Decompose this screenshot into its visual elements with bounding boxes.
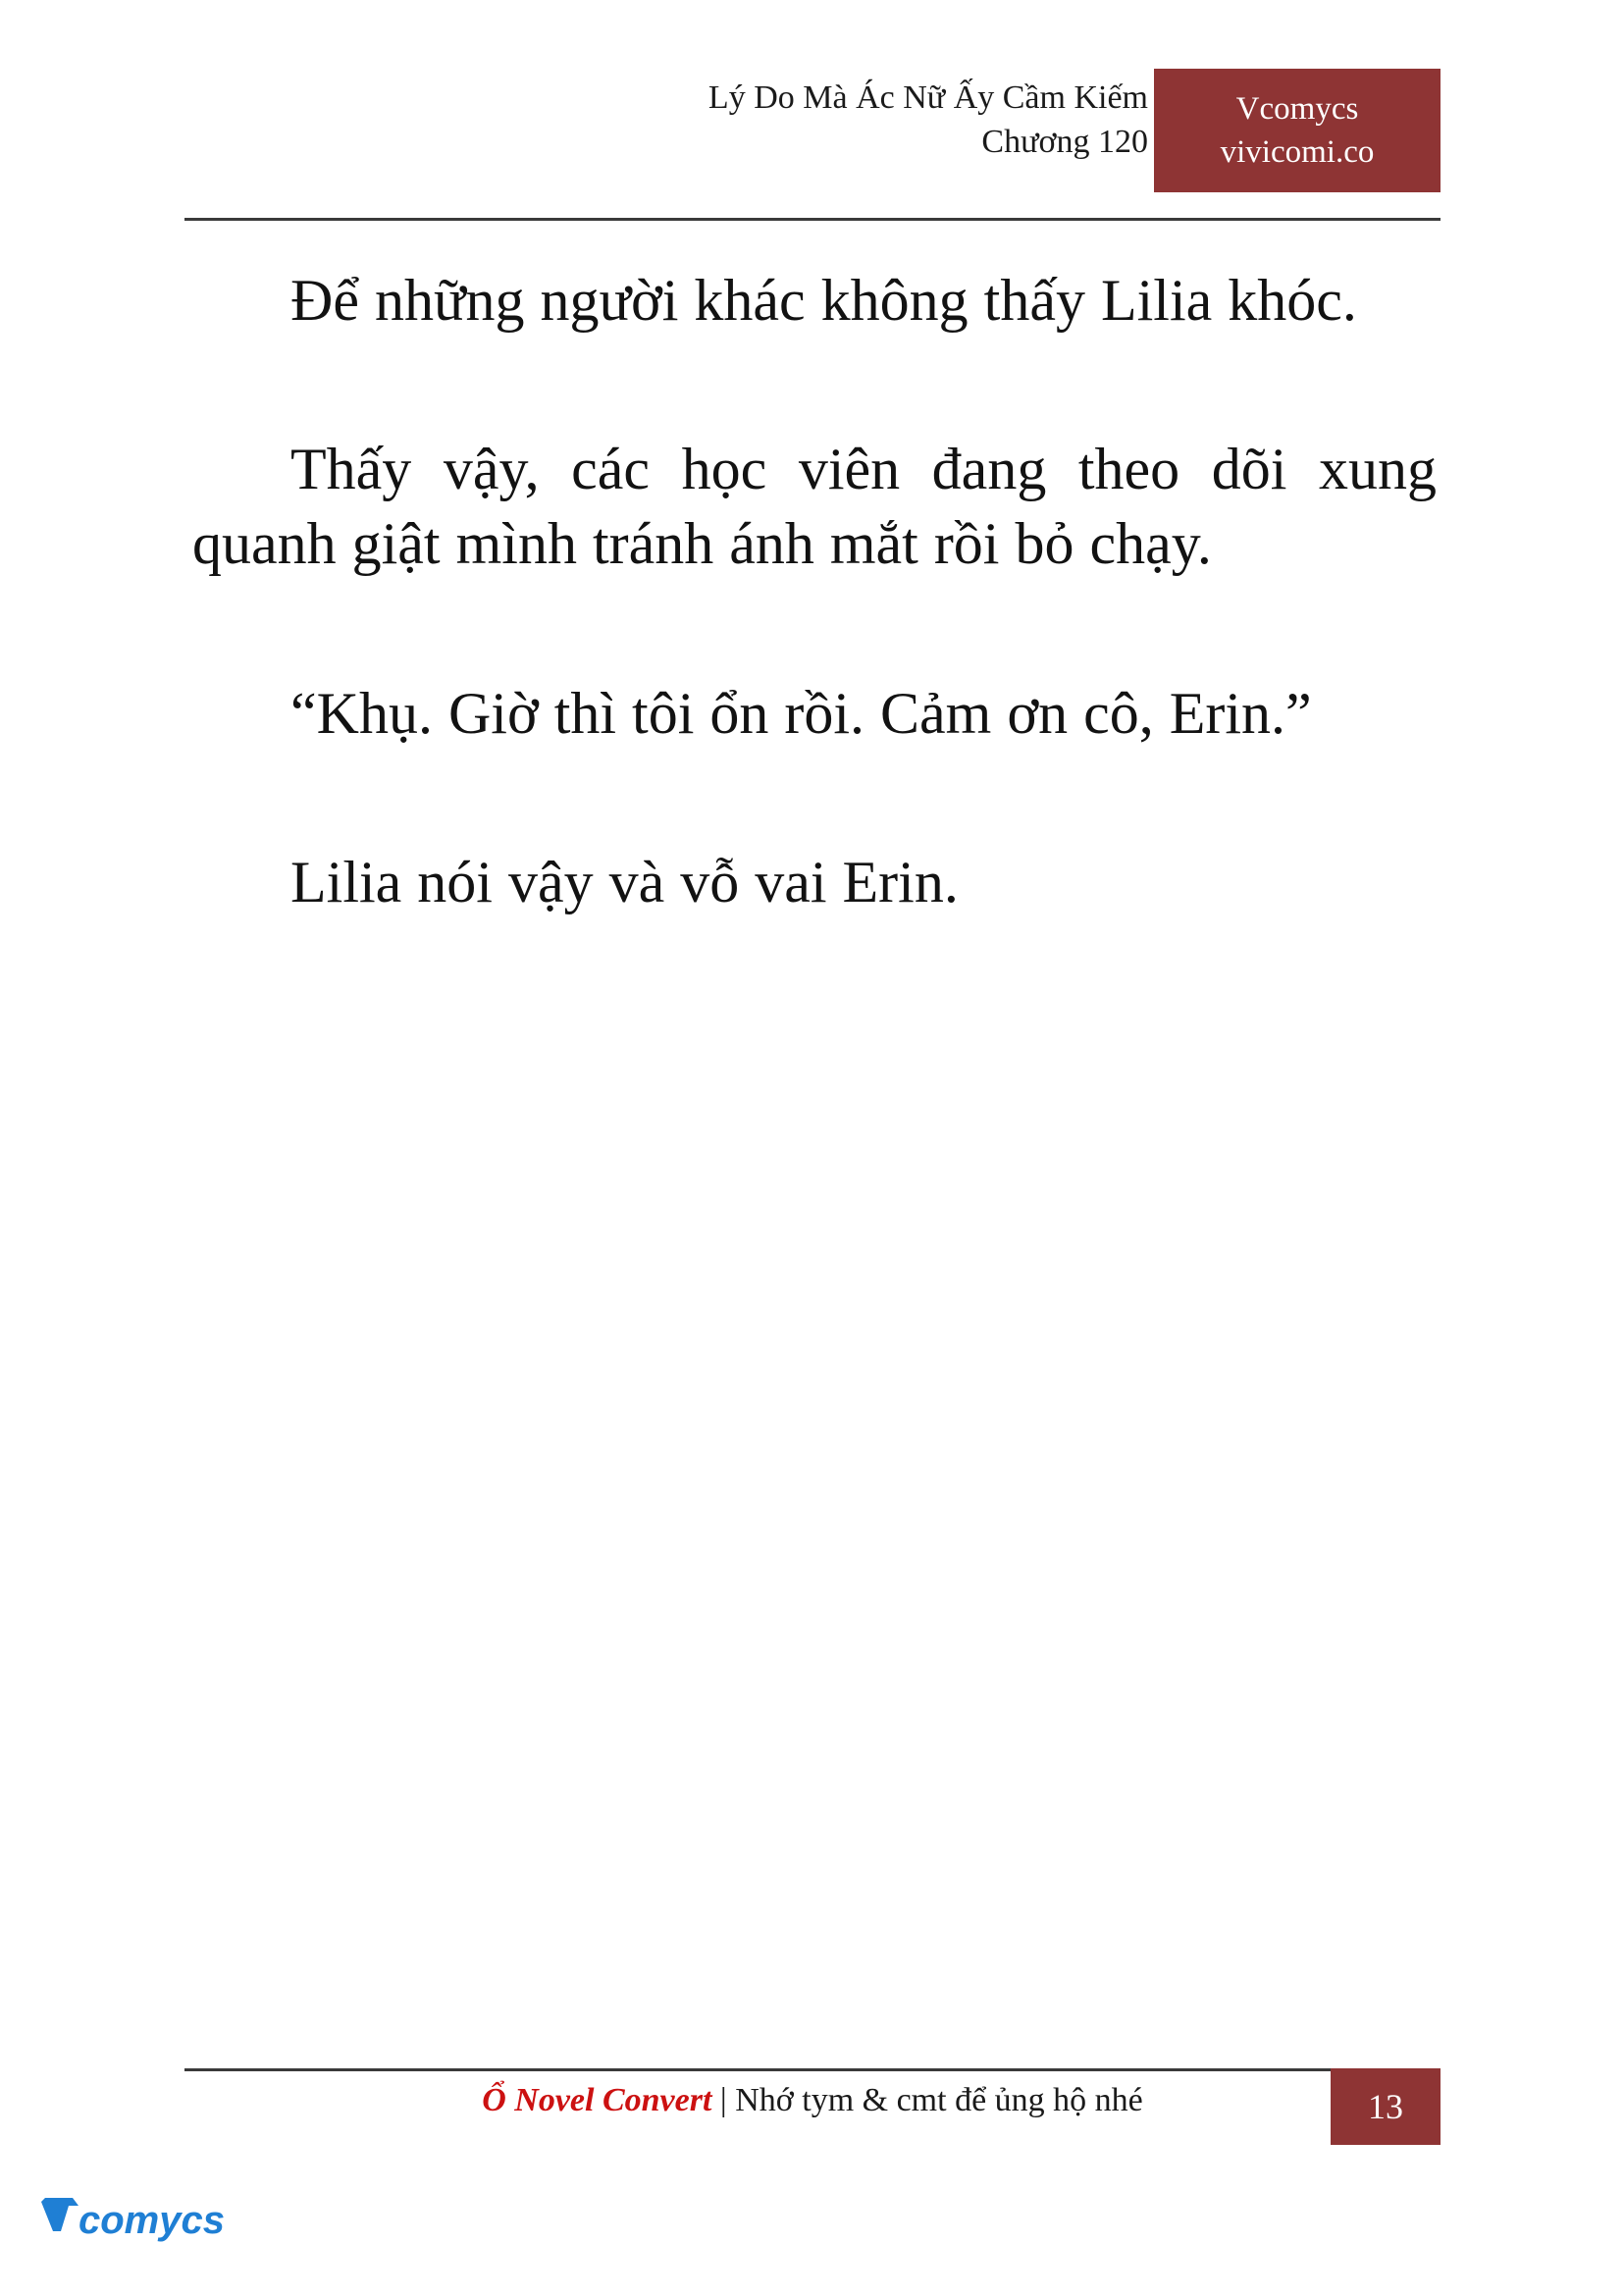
page-footer [184,2072,1441,2149]
paragraph: Để những người khác không thấy Lilia khóc. [290,268,1357,333]
vcomycs-watermark-logo [39,2186,275,2257]
page-header [184,77,1441,219]
page-number-badge: 13 [1331,2068,1441,2145]
footer-divider [184,2068,1441,2071]
paragraph: Lilia nói vậy và vỗ vai Erin. [290,849,959,914]
chapter-content [192,263,1437,919]
footer-separator: | [719,2082,727,2118]
site-badge-url: vivicomi.co [1220,134,1375,170]
site-badge [1154,69,1441,192]
footer-note: Nhớ tym & cmt để ủng hộ nhé [735,2082,1143,2118]
svg-text:comycs: comycs [79,2199,225,2242]
paragraph: Thấy vậy, các học viên đang theo dõi xung quanh giật mình tránh ánh mắt rồi bỏ chạy. [192,437,1437,577]
footer-brand: Ổ Novel Convert [482,2082,712,2118]
novel-title: Lý Do Mà Ác Nữ Ấy Cầm Kiếm [707,79,1148,116]
site-badge-name: Vcomycs [1235,90,1359,127]
paragraph: “Khụ. Giờ thì tôi ổn rồi. Cảm ơn cô, Erin.” [290,680,1312,746]
chapter-label: Chương 120 [981,123,1148,160]
header-divider [184,218,1441,221]
header-title [708,77,1148,165]
footer-credit [184,2082,1441,2119]
